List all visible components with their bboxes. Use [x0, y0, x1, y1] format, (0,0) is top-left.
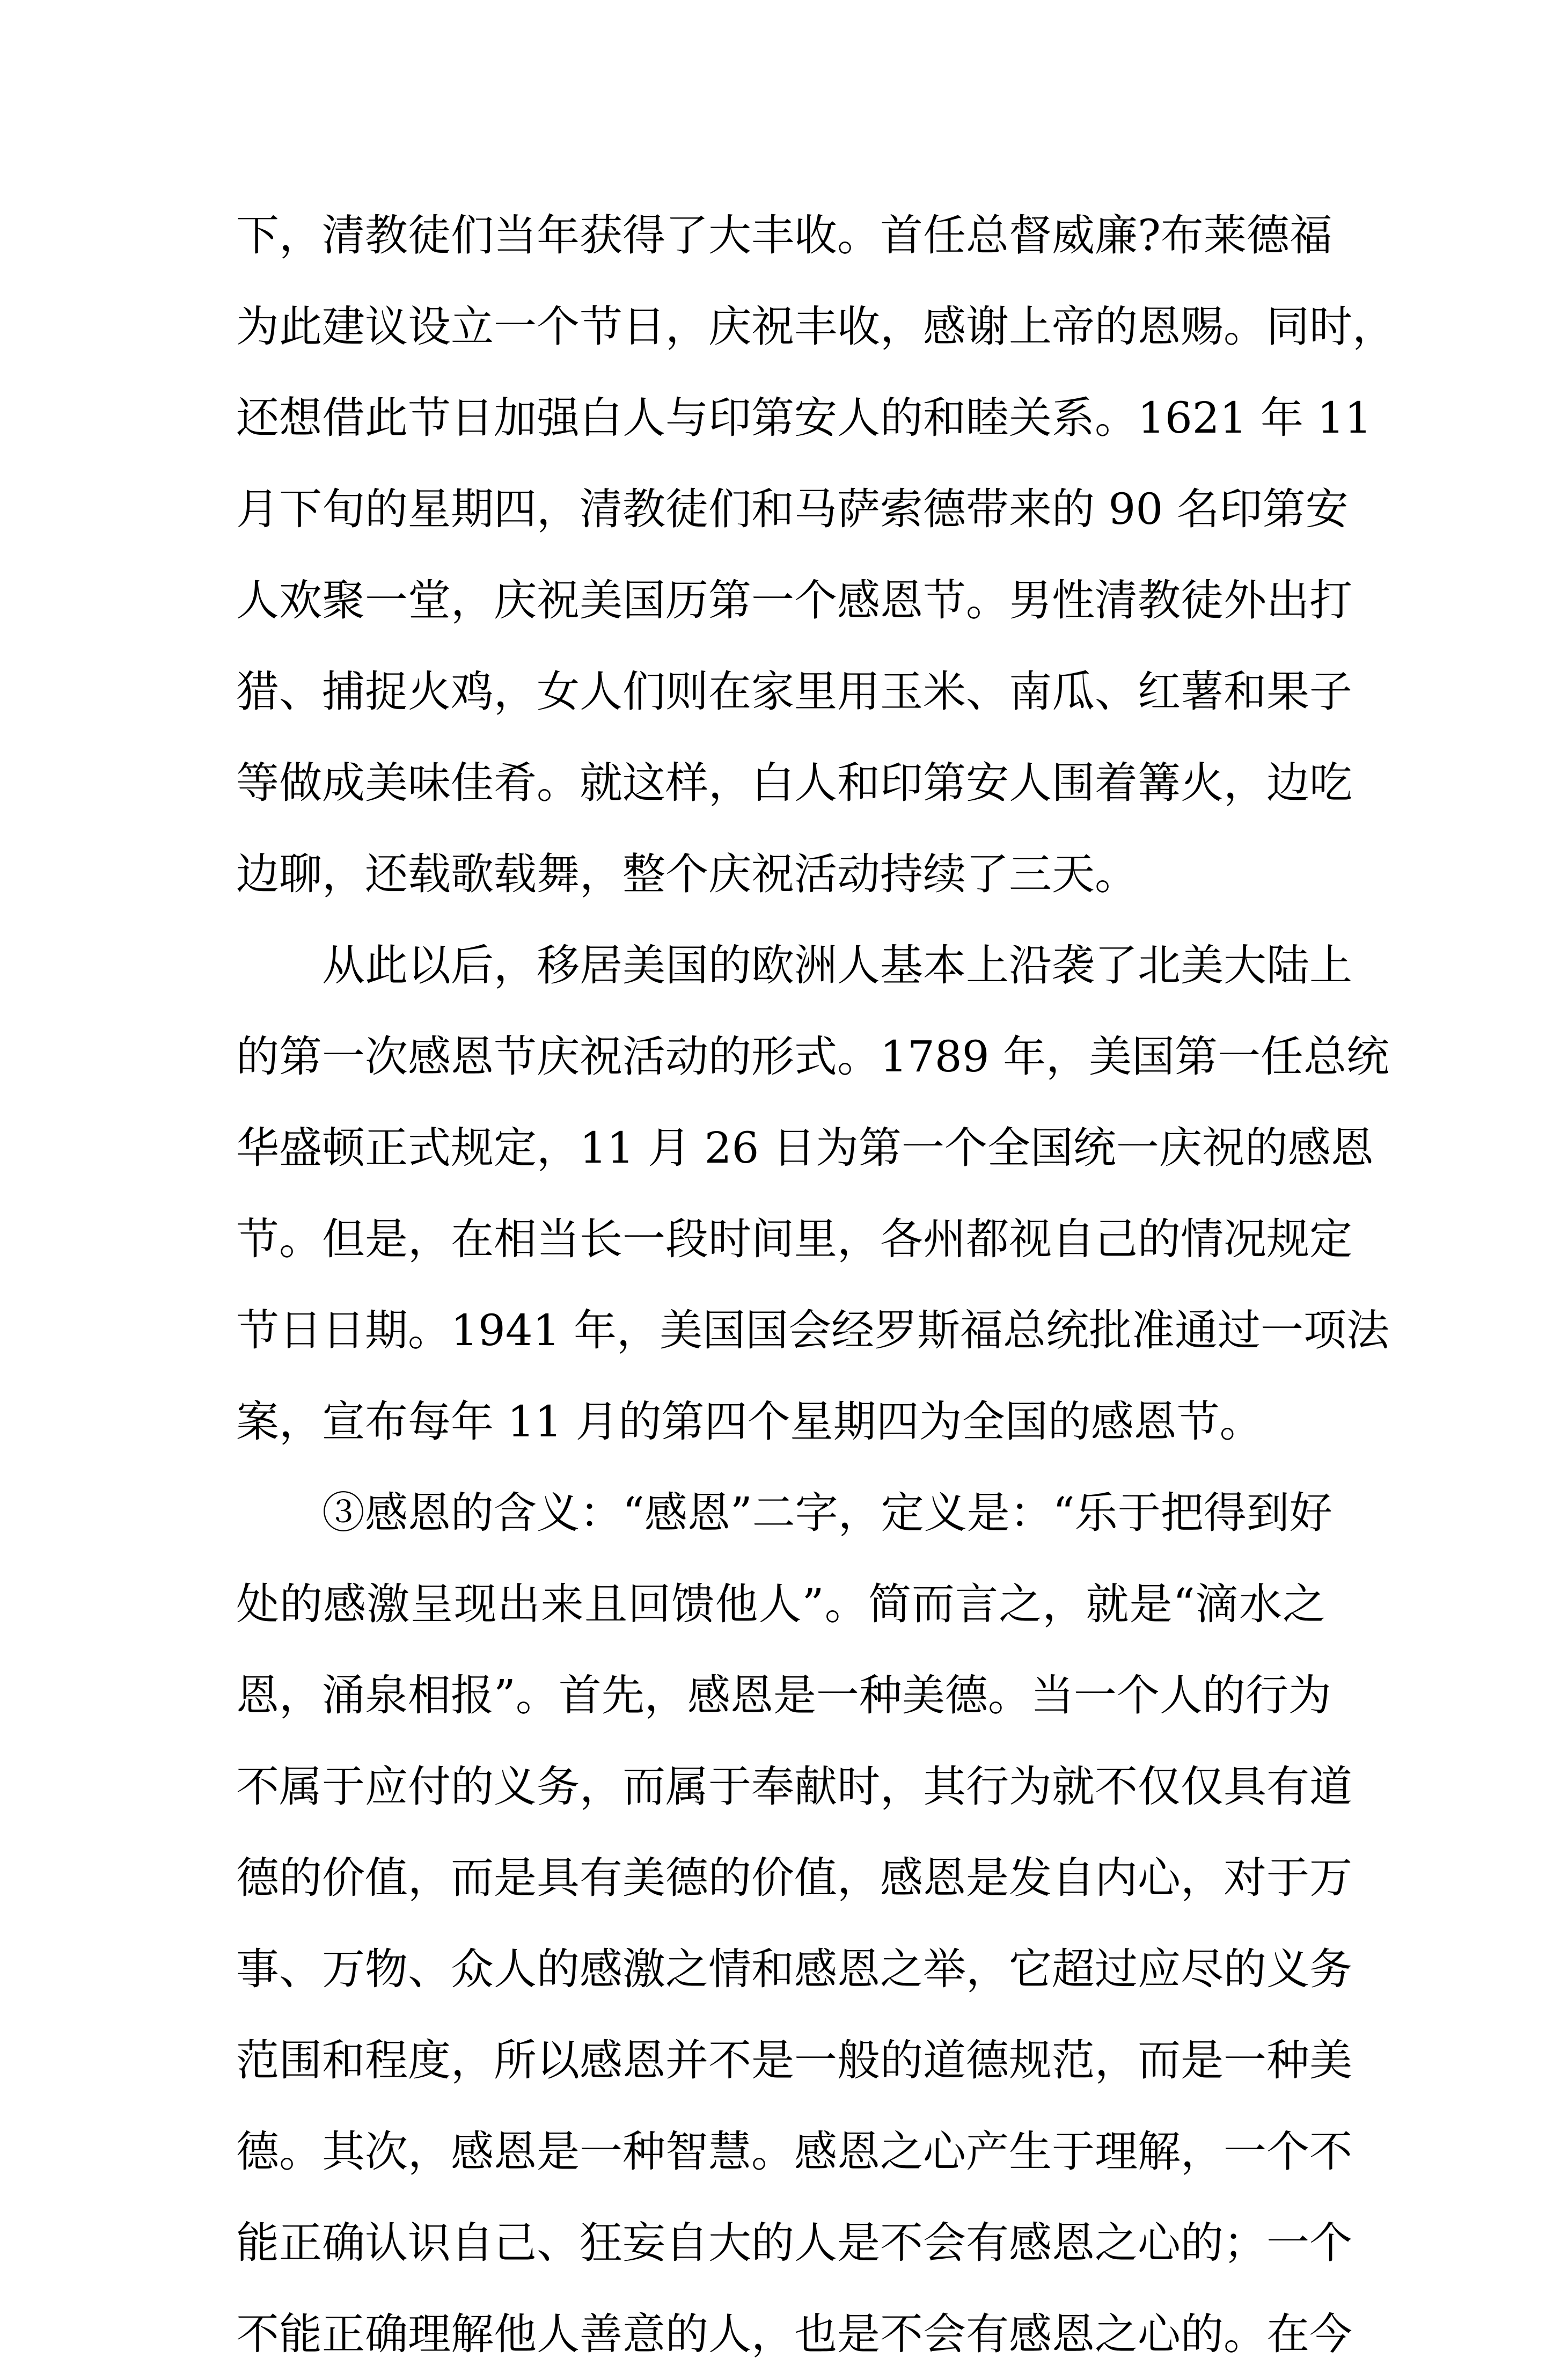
paragraph-line: 德。其次，感恩是一种智慧。感恩之心产生于理解，一个不	[236, 2127, 1352, 2177]
paragraph-line: 为此建议设立一个节日，庆祝丰收，感谢上帝的恩赐。同时，	[236, 302, 1395, 352]
paragraph-line: 等做成美味佳肴。就这样，白人和印第安人围着篝火，边吃	[236, 758, 1352, 808]
paragraph-line: 不属于应付的义务，而属于奉献时，其行为就不仅仅具有道	[236, 1762, 1352, 1812]
paragraph-line: 猎、捕捉火鸡，女人们则在家里用玉米、南瓜、红薯和果子	[236, 667, 1352, 717]
paragraph-line: 从此以后，移居美国的欧洲人基本上沿袭了北美大陆上	[322, 940, 1352, 990]
paragraph-line: 下，清教徒们当年获得了大丰收。首任总督威廉?布莱德福	[236, 210, 1332, 260]
paragraph-line: 华盛顿正式规定，11 月 26 日为第一个全国统一庆祝的感恩	[236, 1123, 1374, 1173]
paragraph-line: 不能正确理解他人善意的人，也是不会有感恩之心的。在今	[236, 2309, 1352, 2359]
paragraph-line: 节。但是，在相当长一段时间里，各州都视自己的情况规定	[236, 1214, 1352, 1264]
paragraph-line: 节日日期。1941 年，美国国会经罗斯福总统批准通过一项法	[236, 1305, 1390, 1355]
paragraph-line: 还想借此节日加强白人与印第安人的和睦关系。1621 年 11	[236, 393, 1372, 443]
paragraph-line: ③感恩的含义：“感恩”二字，定义是：“乐于把得到好	[322, 1488, 1332, 1538]
paragraph-line: 事、万物、众人的感激之情和感恩之举，它超过应尽的义务	[236, 1944, 1352, 1994]
paragraph-line: 月下旬的星期四，清教徒们和马萨索德带来的 90 名印第安	[236, 484, 1349, 534]
paragraph-line: 边聊，还载歌载舞，整个庆祝活动持续了三天。	[236, 849, 1138, 899]
paragraph-line: 恩，涌泉相报”。首先，感恩是一种美德。当一个人的行为	[236, 1670, 1331, 1720]
paragraph-line: 的第一次感恩节庆祝活动的形式。1789 年，美国第一任总统	[236, 1032, 1390, 1082]
paragraph-line: 人欢聚一堂，庆祝美国历第一个感恩节。男性清教徒外出打	[236, 575, 1352, 625]
paragraph-line: 范围和程度，所以感恩并不是一般的道德规范，而是一种美	[236, 2035, 1352, 2085]
body-text	[236, 190, 1395, 2380]
paragraph-line: 德的价值，而是具有美德的价值，感恩是发自内心，对于万	[236, 1853, 1352, 1903]
paragraph-line: 处的感激呈现出来且回馈他人”。简而言之，就是“滴水之	[236, 1579, 1325, 1629]
paragraph-line: 案，宣布每年 11 月的第四个星期四为全国的感恩节。	[236, 1397, 1263, 1447]
paragraph-line: 能正确认识自己、狂妄自大的人是不会有感恩之心的；一个	[236, 2218, 1352, 2268]
